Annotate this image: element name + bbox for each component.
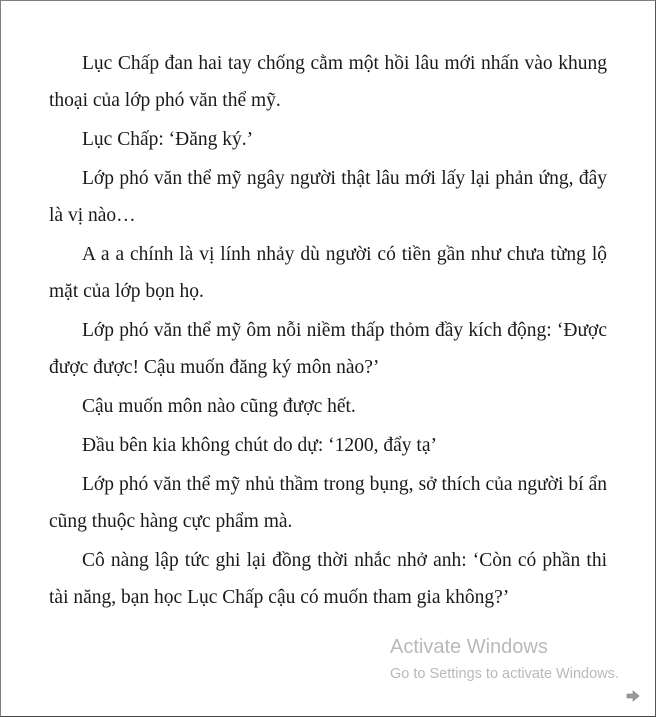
paragraph: Lớp phó văn thể mỹ ngây người thật lâu mới lấy lại phản ứng, đây là vị nào… xyxy=(49,168,607,226)
activate-windows-watermark xyxy=(390,634,619,685)
paragraph: Lớp phó văn thể mỹ ôm nỗi niềm thấp thỏm đầy kích động: ‘Được được được! Cậu muốn đăng ký môn nào?’ xyxy=(49,320,607,378)
paragraph: Cậu muốn môn nào cũng được hết. xyxy=(82,396,356,417)
watermark-subtitle: Go to Settings to activate Windows. xyxy=(390,666,619,682)
paragraph: Lục Chấp đan hai tay chống cằm một hồi lâu mới nhấn vào khung thoại của lớp phó văn thể mỹ. xyxy=(49,53,607,111)
arrow-icon xyxy=(626,690,640,702)
paragraph: Lớp phó văn thể mỹ nhủ thầm trong bụng, sở thích của người bí ẩn cũng thuộc hàng cực phẩm mà. xyxy=(49,474,607,532)
paragraph: Đầu bên kia không chút do dự: ‘1200, đẩy tạ’ xyxy=(82,435,437,456)
paragraph: Lục Chấp: ‘Đăng ký.’ xyxy=(82,129,254,150)
watermark-title: Activate Windows xyxy=(390,636,548,658)
document-body xyxy=(49,45,607,618)
paragraph: Cô nàng lập tức ghi lại đồng thời nhắc nhở anh: ‘Còn có phần thi tài năng, bạn học Lục Chấp cậu có muốn tham gia không?’ xyxy=(49,550,607,608)
paragraph: A a a chính là vị lính nhảy dù người có tiền gần như chưa từng lộ mặt của lớp bọn họ. xyxy=(49,244,607,302)
